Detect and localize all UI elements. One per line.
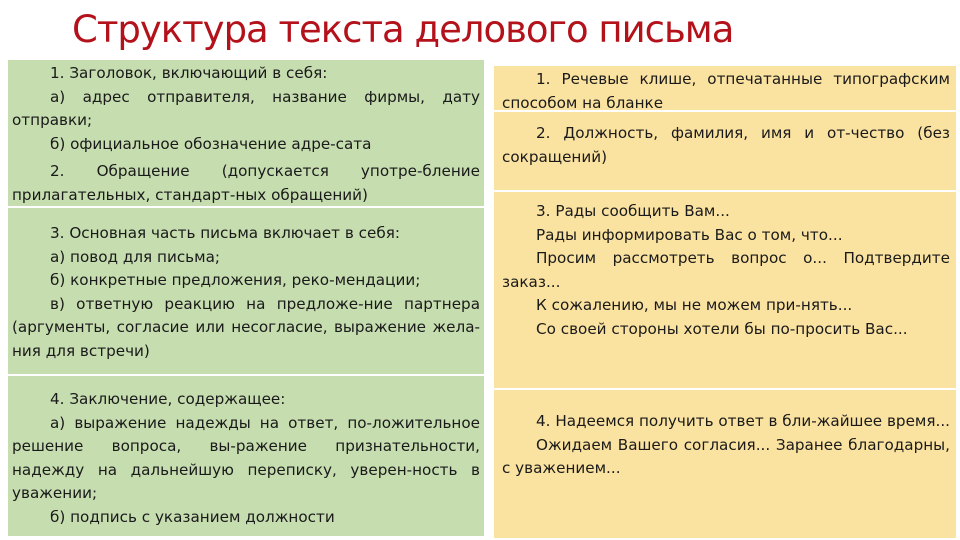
phrase-item: Со своей стороны хотели бы по-просить Вас... [536,319,908,338]
closing-phrase-item: Ожидаем Вашего согласия... Заранее благодарны, с уважением... [502,435,950,477]
main-part-block [8,208,484,374]
main-part-item-b: б) конкретные предложения, реко-мендации; [50,271,421,289]
main-part-item-c: в) ответную реакцию на предложе-ние партнера (аргументы, согласие или несогласие, выражение жела-ния для встречи) [12,294,480,360]
conclusion-block [8,376,484,536]
phrase-item: Просим рассмотреть вопрос о... Подтвердите заказ... [502,249,950,291]
phrase-item: Рады информировать Вас о том, что... [536,225,843,244]
heading-item-a: а) адрес отправителя, название фирмы, дату отправки; [12,87,480,129]
name-block [494,112,956,190]
letterhead-cliche-block [494,66,956,110]
conclusion-item-b: б) подпись с указанием должности [50,507,335,526]
closing-phrase-item: 4. Надеемся получить ответ в бли-жайшее время... [536,412,950,430]
name-text: 2. Должность, фамилия, имя и от-чество (без сокращений) [502,124,950,166]
page-title: Структура текста делового письма [72,8,734,51]
main-part-item: 3. Основная часть письма включает в себя: [50,224,400,242]
heading-item: 1. Заголовок, включающий в себя: [50,64,328,82]
phrase-item: К сожалению, мы не можем при-нять... [536,296,853,314]
phrase-item: 3. Рады сообщить Вам... [536,202,730,220]
heading-and-salutation-block [8,60,484,206]
conclusion-item-a: а) выражение надежды на ответ, по-ложительное решение вопроса, вы-ражение признательности, надежду на дальнейшую переписку, уверен-ность в уважении; [12,413,480,502]
main-part-item-a: а) повод для письма; [50,247,221,266]
main-part-phrases-block [494,192,956,388]
right-column [494,66,956,540]
closing-phrases-block [494,390,956,538]
letterhead-cliche-text: 1. Речевые клише, отпечатанные типографским способом на бланке [502,70,950,110]
left-column [8,60,484,540]
heading-item-b: б) официальное обозначение адре-сата [50,134,372,153]
salutation-item: 2. Обращение (допускается употре-бление прилагательных, стандарт-ных обращений) [12,162,480,204]
conclusion-item: 4. Заключение, содержащее: [50,390,286,408]
